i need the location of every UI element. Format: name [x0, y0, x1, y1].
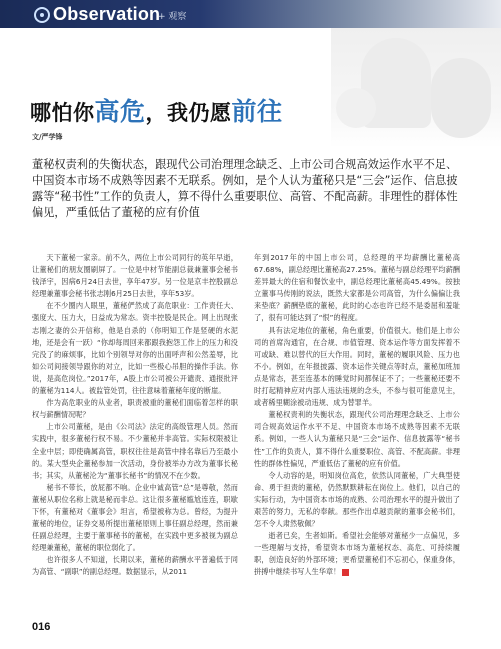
title-highlight: 高危	[94, 97, 146, 126]
body-paragraph: 年到2017年的中国上市公司，总经理的平均薪酬比董秘高67.68%，副总经理比董秘高27.25%。董秘与副总经理平均薪酬差异最大的住宿和餐饮业中，副总经理比董秘高45.49%。按独立董事马传刚的说法，既然大家都是公司高管，为什么偏偏让我来垫底？薪酬垫底的董秘，此时的心态也许已经不是委屈和羞耻了，很有可能达到了“恨”的程度。	[254, 253, 460, 323]
body-column-left	[32, 252, 238, 579]
body-paragraph: 在不少圈内人眼里，董秘俨然成了高危职业：工作责任大、强度大、压力大，日益成为常态。资丰控股是民企。网上出现张志刚之妻的公开信称，他是自杀的（你明知工作是竖硬的水泥地，还是会有一跃）“你却每周回来都跟我抱怨工作上的压力和没完没了的麻烦事，比如个别领导对你的出面呼声和公然羞辱，比如公司间接领导跟你的对立，比如一些极心吊胆的操作手法。你说，是高危岗位。”2017年，A股上市公司被公开谴责、通报批评的董秘为114人。被监管处罚，往往意味着董秘年度的断崖。	[32, 301, 238, 396]
lead-paragraph: 董秘权责利的失衡状态，跟现代公司治理理念缺乏、上市公司合规高效运作水平不足、中国资本市场不成熟等因素不无联系。例如，是个人认为董秘只是“三会”运作、信息披露等“秘书性”工作的负责人，算不得什么重要职位、高管、不配高薪。非理性的群体性偏见，严重低估了董秘的应有价值	[32, 158, 458, 219]
title-highlight: 前往	[231, 97, 283, 126]
body-paragraph: 董秘权责利的失衡状态，跟现代公司治理理念缺乏、上市公司合规高效运作水平不足、中国资本市场不成熟等因素不无联系。例如，一些人认为董秘只是“三会”运作、信息披露等“秘书性”工作的负责人，算不得什么重要职位、高管、不配高薪。非理性的群体性偏见，严重低估了董秘的应有价值。	[254, 410, 460, 468]
body-paragraph: 秘书不带长，放屁都不响。企业中诚高管“总”是尊敬，然而董秘从职位名称上就是秘而非总。这让很多董秘尴尬连连，职歇下怀，有董秘对《董事会》坦言，希望被称为总。曾经，为提升董秘的地位，证券交易所提出董秘原则上事任副总经理，然而兼任副总经理，主要于董事秘书的董秘，在实践中更多被视为副总经理兼董秘，董秘的职位弱化了。	[32, 482, 238, 553]
body-paragraph: 上市公司董秘，是由《公司法》法定的高级管理人员。然而实践中，很多董秘行权不易。不少董秘并非高管。实际权限被让全业中层；即使确属高管，职权往往是高管中排名靠后乃至最小的。某大型央企董秘参加一次活动，身份被举办方改为董事长秘书；其实，从董秘沦为“董事长秘书”的情况不在少数。	[32, 422, 238, 480]
author-byline: 文/严学锋	[32, 133, 63, 141]
body-paragraph: 具有法定地位的董秘，角色重要，价值很大。他们是上市公司的首席沟通官，在合规、市值管理、资本运作等方面发挥着不可或缺、难以替代的巨大作用。同时，董秘的履职风险、压力也不小。例如，在年报披露、资本运作关键点等时点，董秘加班加点是常态，甚至连基本的睡觉时间都保证不了；一些董秘还要不时打起精神应对内部人违法违规的念头，不参与很可能意见主，或者稀里糊涂被动违规、成为替罪羊。	[254, 325, 460, 408]
body-text: 逝者已矣，生者如斯。希望社会能够对董秘少一点偏见，多一些理解与支持，希望资本市场为董秘权态、高危、可持续履职，创造良好的外部环境；更希望董秘们不忘初心，保重身体，拼搏中继续书写人生华章！	[254, 531, 460, 577]
end-mark-icon	[342, 569, 349, 576]
page-number: 016	[32, 621, 51, 633]
body-paragraph: 作为高危职业的从业者，职责被重的董秘们面临着怎样的职权与薪酬情况呢？	[32, 398, 238, 420]
body-paragraph: 也许很多人不知道，长期以来，董秘的薪酬水平普遍低于同为高管、“副职”的副总经理。数据显示，从2011	[32, 555, 238, 577]
background-photo	[331, 28, 501, 148]
body-paragraph-last	[254, 530, 460, 578]
eye-icon	[34, 7, 50, 23]
body-paragraph: 天下董秘一家亲。前不久，两位上市公司同行的英年早逝，让董秘们的朋友圈刷屏了。一位是中材节能副总裁兼董事会秘书钱泽宇，因病6月24日去世，享年47岁。另一位是京丰控股副总经理兼董事会秘书张志刚6月25日去世，享年53岁。	[32, 253, 238, 299]
body-column-right	[254, 252, 460, 579]
title-part: ，我仍愿	[145, 100, 232, 125]
magazine-logo	[34, 4, 160, 25]
header	[0, 0, 501, 28]
article-title	[30, 92, 283, 128]
section-label: + 观察	[158, 12, 187, 22]
logo-text: Observation	[53, 4, 161, 24]
title-part: 哪怕你	[30, 100, 95, 125]
body-paragraph: 令人动容的是，明知岗位高危，依然认同董秘，广大典型使命、勇于担责的董秘，仍然默默耕耘在岗位上。他们，以自己的实际行动，为中国资本市场的成熟、公司治理水平的提升做出了艰苦的努力，无私的奉献。那些作出卓越贡献的董事会秘书们，怎不令人肃然敬佩？	[254, 470, 460, 529]
